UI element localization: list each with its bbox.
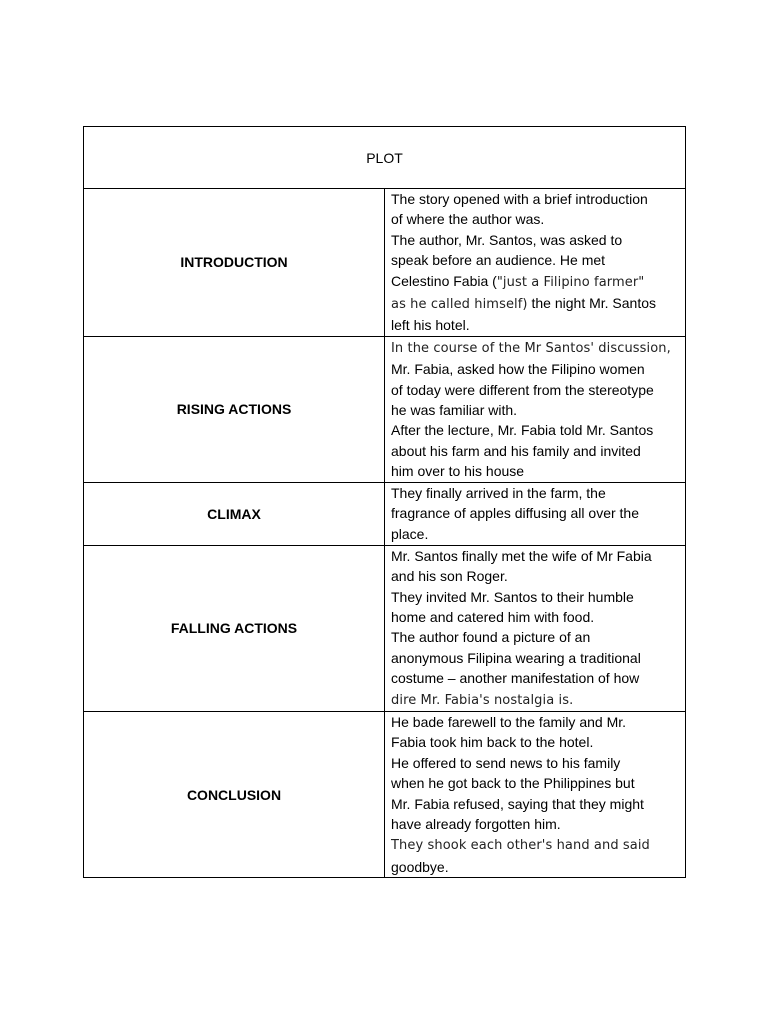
table-title: PLOT — [84, 127, 686, 189]
row-label: FALLING ACTIONS — [84, 545, 385, 711]
row-text — [385, 545, 686, 711]
text-segment: of today were different from the stereotype — [391, 381, 654, 398]
text-line — [391, 857, 679, 877]
row-label: CONCLUSION — [84, 711, 385, 877]
text-line — [391, 441, 679, 461]
text-line — [391, 794, 679, 814]
text-line — [391, 712, 679, 732]
text-line — [391, 315, 679, 335]
text-segment: The author, Mr. Santos, was asked to — [391, 231, 623, 248]
table-row-introduction — [84, 189, 686, 337]
text-segment: After the lecture, Mr. Fabia told Mr. Santos — [391, 422, 654, 439]
text-segment: dire Mr. Fabia's nostalgia is. — [391, 692, 574, 708]
text-segment: They finally arrived in the farm, the — [391, 484, 606, 501]
text-segment: and his son Roger. — [391, 568, 508, 585]
text-segment: as he called himself) — [391, 297, 528, 313]
row-text — [385, 482, 686, 545]
text-segment: Mr. Fabia refused, saying that they might — [391, 795, 644, 812]
text-line — [391, 753, 679, 773]
text-line — [391, 271, 679, 293]
text-line — [391, 689, 679, 711]
title-row — [84, 127, 686, 189]
text-line — [391, 230, 679, 250]
text-line — [391, 380, 679, 400]
text-segment: he was familiar with. — [391, 402, 518, 419]
text-line — [391, 566, 679, 586]
text-segment: He offered to send news to his family — [391, 754, 621, 771]
text-line — [391, 293, 679, 315]
table-row-conclusion — [84, 711, 686, 877]
text-segment: Celestino Fabia ( — [391, 272, 497, 289]
row-label: CLIMAX — [84, 482, 385, 545]
row-label: INTRODUCTION — [84, 189, 385, 337]
text-line — [391, 189, 679, 209]
text-segment: "just a Filipino farmer" — [496, 274, 645, 290]
text-segment: fragrance of apples diffusing all over the — [391, 505, 640, 522]
text-line — [391, 607, 679, 627]
text-line — [391, 834, 679, 856]
text-segment: Mr. Fabia, asked how the Filipino women — [391, 361, 645, 378]
text-segment: home and catered him with food. — [391, 608, 595, 625]
plot-table — [83, 126, 686, 878]
text-segment: Fabia took him back to the hotel. — [391, 734, 594, 751]
text-segment: The author found a picture of an — [391, 629, 591, 646]
text-segment: have already forgotten him. — [391, 815, 561, 832]
text-line — [391, 773, 679, 793]
text-segment: Mr. Santos finally met the wife of Mr Fabia — [391, 547, 652, 564]
text-segment: when he got back to the Philippines but — [391, 775, 635, 792]
text-line — [391, 337, 679, 359]
table-row-rising-actions — [84, 336, 686, 482]
text-segment: about his farm and his family and invited — [391, 442, 641, 459]
text-segment: speak before an audience. He met — [391, 252, 606, 269]
text-segment: him over to his house — [391, 463, 525, 480]
text-line — [391, 359, 679, 379]
text-line — [391, 732, 679, 752]
text-line — [391, 546, 679, 566]
row-text — [385, 336, 686, 482]
text-line — [391, 814, 679, 834]
text-segment: In the course of the Mr Santos' discussion, — [391, 340, 671, 356]
text-line — [391, 420, 679, 440]
plot-table-body — [84, 127, 686, 878]
text-line — [391, 461, 679, 481]
text-line — [391, 668, 679, 688]
text-line — [391, 627, 679, 647]
text-line — [391, 648, 679, 668]
text-line — [391, 587, 679, 607]
text-segment: goodbye. — [391, 858, 449, 875]
text-segment: They shook each other's hand and said — [391, 838, 650, 854]
table-row-falling-actions — [84, 545, 686, 711]
text-line — [391, 209, 679, 229]
table-row-climax — [84, 482, 686, 545]
row-text — [385, 189, 686, 337]
row-label: RISING ACTIONS — [84, 336, 385, 482]
text-line — [391, 503, 679, 523]
text-segment: anonymous Filipina wearing a traditional — [391, 649, 641, 666]
text-segment: left his hotel. — [391, 317, 470, 334]
text-segment: The story opened with a brief introduction — [391, 191, 648, 207]
text-segment: costume – another manifestation of how — [391, 670, 640, 687]
text-segment: He bade farewell to the family and Mr. — [391, 713, 627, 730]
text-line — [391, 400, 679, 420]
row-text — [385, 711, 686, 877]
text-line — [391, 250, 679, 270]
text-line — [391, 483, 679, 503]
text-line — [391, 524, 679, 544]
text-segment: place. — [391, 525, 429, 542]
text-segment: of where the author was. — [391, 211, 545, 228]
text-segment: the night Mr. Santos — [527, 295, 657, 312]
text-segment: They invited Mr. Santos to their humble — [391, 588, 634, 605]
